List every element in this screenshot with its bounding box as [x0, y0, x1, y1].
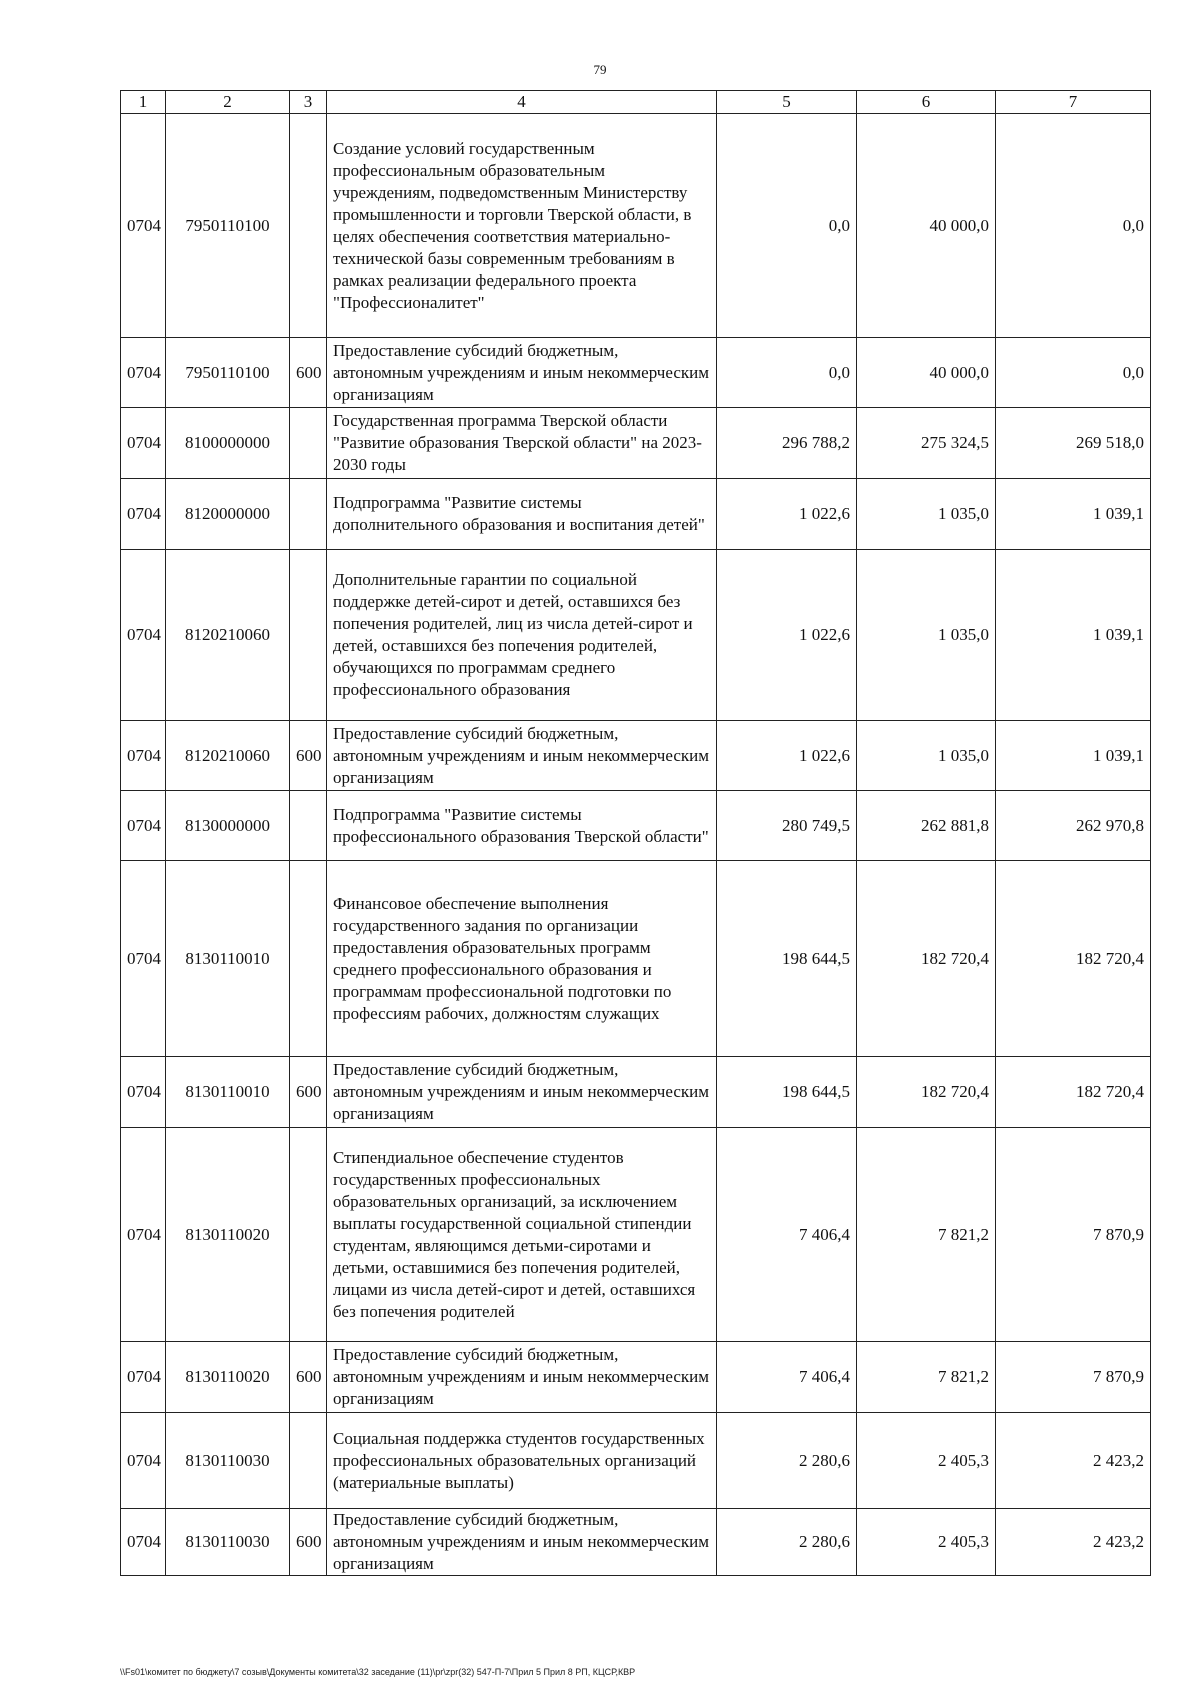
amount-col-7: 2 423,2 [996, 1509, 1151, 1576]
amount-col-6: 1 035,0 [857, 550, 996, 721]
section-code: 0704 [121, 721, 166, 791]
budget-table [120, 90, 1151, 1576]
amount-col-5: 1 022,6 [717, 479, 857, 550]
amount-col-7: 1 039,1 [996, 550, 1151, 721]
amount-col-6: 262 881,8 [857, 791, 996, 861]
item-name: Предоставление субсидий бюджетным, автономным учреждениям и иным некоммерческим организациям [327, 1509, 717, 1576]
section-code: 0704 [121, 408, 166, 479]
table-row [121, 1128, 1151, 1342]
table-row [121, 114, 1151, 338]
expense-type-code [290, 550, 327, 721]
item-name: Создание условий государственным профессиональным образовательным учреждениям, подведомственным Министерству промышленности и торговли Тверской области, в целях обеспечения соответствия материально-технической базы современным требованиям в рамках реализации федерального проекта "Профессионалитет" [327, 114, 717, 338]
section-code: 0704 [121, 479, 166, 550]
table-row [121, 408, 1151, 479]
target-code: 8130110030 [166, 1413, 290, 1509]
target-code: 8120210060 [166, 721, 290, 791]
header-col-7: 7 [996, 91, 1151, 114]
item-name: Социальная поддержка студентов государственных профессиональных образовательных организаций (материальные выплаты) [327, 1413, 717, 1509]
header-row [121, 91, 1151, 114]
expense-type-code: 600 [290, 1057, 327, 1128]
amount-col-6: 40 000,0 [857, 338, 996, 408]
item-name: Государственная программа Тверской области "Развитие образования Тверской области" на 2023-2030 годы [327, 408, 717, 479]
amount-col-6: 182 720,4 [857, 861, 996, 1057]
table-row [121, 550, 1151, 721]
section-code: 0704 [121, 1413, 166, 1509]
footer-file-path-text: \\Fs01\комитет по бюджету\7 созыв\Документы комитета\32 заседание (11)\pr\zpr(32) 547-П-7\Прил 5 Прил 8 РП, КЦСР,КВР [120, 1667, 636, 1677]
target-code: 8130110030 [166, 1509, 290, 1576]
section-code: 0704 [121, 114, 166, 338]
expense-type-code [290, 1413, 327, 1509]
target-code: 8130110020 [166, 1128, 290, 1342]
section-code: 0704 [121, 1128, 166, 1342]
table-row [121, 1057, 1151, 1128]
target-code: 8120210060 [166, 550, 290, 721]
section-code: 0704 [121, 861, 166, 1057]
target-code: 8100000000 [166, 408, 290, 479]
header-col-2: 2 [166, 91, 290, 114]
table-row [121, 1509, 1151, 1576]
amount-col-5: 198 644,5 [717, 1057, 857, 1128]
expense-type-code [290, 408, 327, 479]
section-code: 0704 [121, 550, 166, 721]
table-row [121, 1342, 1151, 1413]
amount-col-6: 1 035,0 [857, 479, 996, 550]
target-code: 8130000000 [166, 791, 290, 861]
header-col-5: 5 [717, 91, 857, 114]
amount-col-5: 296 788,2 [717, 408, 857, 479]
table-header [121, 91, 1151, 114]
amount-col-6: 7 821,2 [857, 1342, 996, 1413]
item-name: Дополнительные гарантии по социальной поддержке детей-сирот и детей, оставшихся без попечения родителей, лиц из числа детей-сирот и детей, оставшихся без попечения родителей, обучающихся по программам среднего профессионального образования [327, 550, 717, 721]
amount-col-7: 0,0 [996, 114, 1151, 338]
expense-type-code: 600 [290, 1509, 327, 1576]
amount-col-6: 182 720,4 [857, 1057, 996, 1128]
expense-type-code: 600 [290, 1342, 327, 1413]
target-code: 8130110020 [166, 1342, 290, 1413]
item-name: Подпрограмма "Развитие системы профессионального образования Тверской области" [327, 791, 717, 861]
amount-col-5: 1 022,6 [717, 550, 857, 721]
amount-col-5: 2 280,6 [717, 1413, 857, 1509]
amount-col-7: 182 720,4 [996, 861, 1151, 1057]
expense-type-code [290, 791, 327, 861]
amount-col-6: 2 405,3 [857, 1413, 996, 1509]
item-name: Финансовое обеспечение выполнения государственного задания по организации предоставления образовательных программ среднего профессионального образования и программам профессиональной подготовки по профессиям рабочих, должностям служащих [327, 861, 717, 1057]
header-col-3: 3 [290, 91, 327, 114]
item-name: Предоставление субсидий бюджетным, автономным учреждениям и иным некоммерческим организациям [327, 338, 717, 408]
amount-col-7: 7 870,9 [996, 1128, 1151, 1342]
expense-type-code [290, 861, 327, 1057]
target-code: 8130110010 [166, 861, 290, 1057]
table-row [121, 861, 1151, 1057]
amount-col-5: 198 644,5 [717, 861, 857, 1057]
expense-type-code: 600 [290, 338, 327, 408]
section-code: 0704 [121, 338, 166, 408]
amount-col-5: 280 749,5 [717, 791, 857, 861]
amount-col-7: 269 518,0 [996, 408, 1151, 479]
table-row [121, 479, 1151, 550]
amount-col-5: 7 406,4 [717, 1128, 857, 1342]
amount-col-7: 2 423,2 [996, 1413, 1151, 1509]
target-code: 8120000000 [166, 479, 290, 550]
expense-type-code [290, 479, 327, 550]
target-code: 7950110100 [166, 114, 290, 338]
header-col-1: 1 [121, 91, 166, 114]
target-code: 8130110010 [166, 1057, 290, 1128]
amount-col-6: 1 035,0 [857, 721, 996, 791]
page-number: 79 [593, 62, 607, 77]
amount-col-7: 182 720,4 [996, 1057, 1151, 1128]
amount-col-6: 275 324,5 [857, 408, 996, 479]
amount-col-7: 0,0 [996, 338, 1151, 408]
section-code: 0704 [121, 791, 166, 861]
amount-col-7: 262 970,8 [996, 791, 1151, 861]
amount-col-6: 40 000,0 [857, 114, 996, 338]
section-code: 0704 [121, 1057, 166, 1128]
section-code: 0704 [121, 1342, 166, 1413]
item-name: Предоставление субсидий бюджетным, автономным учреждениям и иным некоммерческим организациям [327, 1342, 717, 1413]
amount-col-7: 1 039,1 [996, 479, 1151, 550]
table-row [121, 338, 1151, 408]
expense-type-code [290, 114, 327, 338]
table-row [121, 721, 1151, 791]
item-name: Стипендиальное обеспечение студентов государственных профессиональных образовательных организаций, за исключением выплаты государственной социальной стипендии студентам, являющимся детьми-сиротами и детьми, оставшимися без попечения родителей, лицами из числа детей-сирот и детей, оставшихся без попечения родителей [327, 1128, 717, 1342]
table-row [121, 1413, 1151, 1509]
amount-col-5: 2 280,6 [717, 1509, 857, 1576]
target-code: 7950110100 [166, 338, 290, 408]
table-body [121, 114, 1151, 1576]
header-col-4: 4 [327, 91, 717, 114]
amount-col-6: 2 405,3 [857, 1509, 996, 1576]
section-code: 0704 [121, 1509, 166, 1576]
amount-col-7: 1 039,1 [996, 721, 1151, 791]
item-name: Предоставление субсидий бюджетным, автономным учреждениям и иным некоммерческим организациям [327, 721, 717, 791]
amount-col-5: 1 022,6 [717, 721, 857, 791]
header-col-6: 6 [857, 91, 996, 114]
expense-type-code: 600 [290, 721, 327, 791]
amount-col-5: 0,0 [717, 338, 857, 408]
expense-type-code [290, 1128, 327, 1342]
amount-col-7: 7 870,9 [996, 1342, 1151, 1413]
table-row [121, 791, 1151, 861]
amount-col-5: 7 406,4 [717, 1342, 857, 1413]
amount-col-6: 7 821,2 [857, 1128, 996, 1342]
item-name: Предоставление субсидий бюджетным, автономным учреждениям и иным некоммерческим организациям [327, 1057, 717, 1128]
amount-col-5: 0,0 [717, 114, 857, 338]
item-name: Подпрограмма "Развитие системы дополнительного образования и воспитания детей" [327, 479, 717, 550]
